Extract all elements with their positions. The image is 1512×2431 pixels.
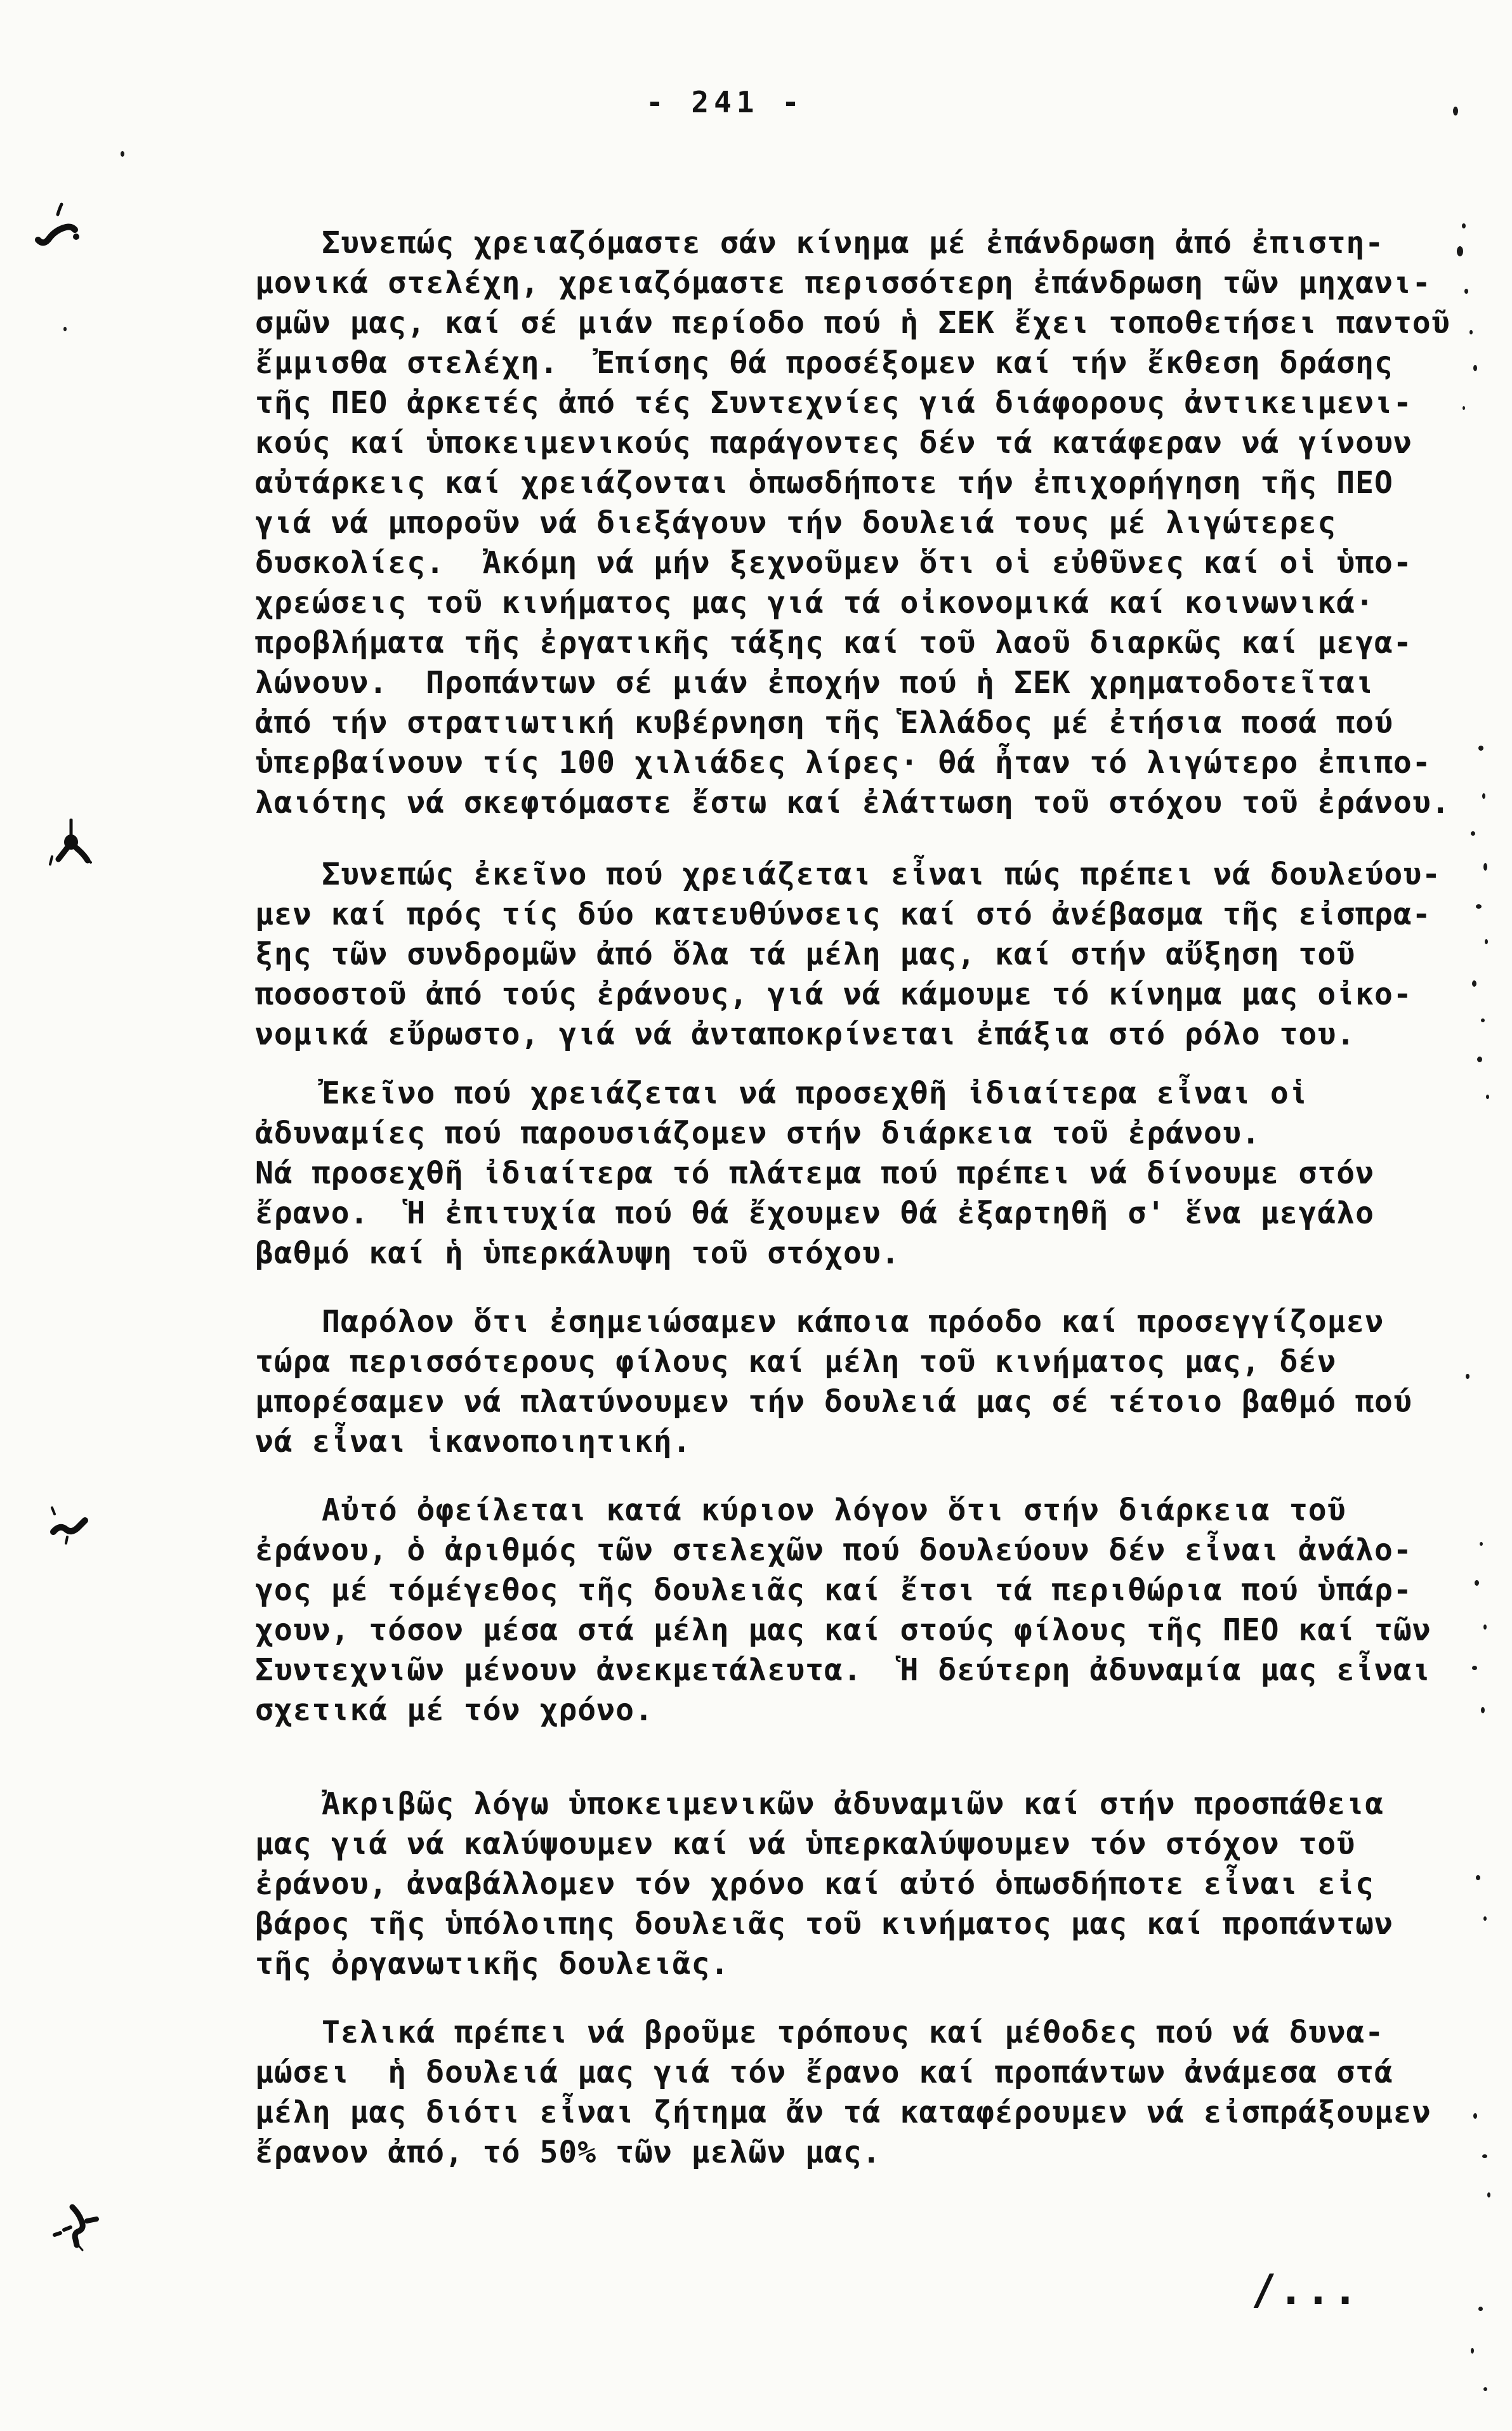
ink-scribble-icon [48,819,96,869]
scan-speck [1471,2348,1474,2354]
scan-speck [1481,1707,1485,1713]
text-line: Αὐτό ὀφείλεται κατά κύριον λόγον ὅτι στήν διάρκεια τοῦ [322,1492,1346,1528]
scan-speck [1463,406,1465,410]
scan-speck [1473,365,1477,371]
scan-speck [1462,223,1466,228]
text-line: σχετικά μέ τόν χρόνο. [255,1692,654,1728]
scan-speck [1473,2113,1477,2119]
text-line: Συντεχνιῶν μένουν ἀνεκμετάλευτα. Ἡ δεύτερη ἀδυναμία μας εἶναι [255,1652,1431,1688]
text-line: ἀπό τήν στρατιωτική κυβέρνηση τῆς Ἑλλάδος μέ ἐτήσια ποσά πού [255,705,1393,741]
text-line: μεν καί πρός τίς δύο κατευθύνσεις καί στό ἀνέβασμα τῆς εἰσπρα- [255,897,1431,932]
text-line: ποσοστοῦ ἀπό τούς ἐράνους, γιά νά κάμουμε τό κίνημα μας οἰκο- [255,977,1412,1012]
text-line: τῆς ὀργανωτικῆς δουλειᾶς. [255,1946,730,1982]
text-line: νομικά εὔρωστο, γιά νά ἀνταποκρίνεται ἐπάξια στό ρόλο του. [255,1017,1356,1052]
text-line: προβλήματα τῆς ἐργατικῆς τάξης καί τοῦ λαοῦ διαρκῶς καί μεγα- [255,625,1412,661]
paragraph [255,2013,1487,2173]
scan-speck [1453,107,1458,115]
scan-speck [1457,246,1463,256]
text-line: μας γιά νά καλύψουμεν καί νά ὑπερκαλύψουμεν τόν στόχον τοῦ [255,1826,1356,1862]
scan-speck [1486,1095,1489,1099]
text-line: Ἀκριβῶς λόγω ὑποκειμενικῶν ἀδυναμιῶν καί στήν προσπάθεια [322,1786,1384,1822]
scan-speck [1478,746,1483,751]
paragraph [255,1491,1487,1730]
text-line: ἀδυναμίες πού παρουσιάζομεν στήν διάρκεια τοῦ ἐράνου. [255,1116,1261,1151]
paragraph [255,1784,1487,1984]
scan-speck [1482,793,1485,799]
text-line: μπορέσαμεν νά πλατύνουμεν τήν δουλειά μας σέ τέτοιο βαθμό πού [255,1384,1412,1420]
scan-speck [1480,1542,1483,1546]
text-line: σμῶν μας, καί σέ μιάν περίοδο πού ἡ ΣΕΚ ἔχει τοποθετήσει παντοῦ [255,305,1450,341]
scan-speck [1483,1916,1487,1921]
document-body [255,223,1487,2173]
scan-speck [1477,1057,1482,1062]
ink-scribble-icon [52,2203,103,2253]
paragraph [255,855,1487,1055]
paragraph [255,1302,1487,1462]
scan-speck [121,151,124,157]
scan-speck [1469,330,1473,334]
text-line: Ἐκεῖνο πού χρειάζεται νά προσεχθῆ ἰδιαίτερα εἶναι οἱ [322,1076,1308,1111]
text-line: τῆς ΠΕΟ ἀρκετές ἀπό τές Συντεχνίες γιά διάφορους ἀντικειμενι- [255,385,1412,421]
text-line: γιά νά μποροῦν νά διεξάγουν τήν δουλειά τους μέ λιγώτερες [255,505,1337,541]
scan-speck [1472,980,1476,987]
text-line: γος μέ τόμέγεθος τῆς δουλειᾶς καί ἔτσι τά περιθώρια πού ὑπάρ- [255,1572,1412,1608]
text-line: βάρος τῆς ὑπόλοιπης δουλειᾶς τοῦ κινήματος μας καί προπάντων [255,1906,1393,1942]
text-line: αὐτάρκεις καί χρειάζονται ὁπωσδήποτε τήν ἐπιχορήγηση τῆς ΠΕΟ [255,465,1393,501]
text-line: μέλη μας διότι εἶναι ζήτημα ἄν τά καταφέρουμεν νά εἰσπράξουμεν [255,2095,1431,2130]
scan-speck [1485,939,1488,944]
text-line: Παρόλον ὅτι ἐσημειώσαμεν κάποια πρόοδο καί προσεγγίζομεν [322,1304,1384,1340]
text-line: Συνεπώς ἐκεῖνο πού χρειάζεται εἶναι πώς πρέπει νά δουλεύου- [322,857,1442,892]
text-line: χρεώσεις τοῦ κινήματος μας γιά τά οἰκονομικά καί κοινωνικά· [255,585,1375,621]
scan-speck [1478,2307,1483,2311]
scan-speck [1482,2154,1487,2158]
text-line: μώσει ἡ δουλειά μας γιά τόν ἔρανο καί προπάντων ἀνάμεσα στά [255,2055,1393,2090]
scan-speck [1483,863,1487,871]
text-line: κούς καί ὑποκειμενικούς παράγοντες δέν τά κατάφεραν νά γίνουν [255,425,1412,461]
paragraph [255,223,1487,823]
text-line: λαιότης νά σκεφτόμαστε ἔστω καί ἐλάττωση τοῦ στόχου τοῦ ἐράνου. [255,785,1450,820]
text-line: χουν, τόσον μέσα στά μέλη μας καί στούς φίλους τῆς ΠΕΟ καί τῶν [255,1612,1431,1648]
scan-speck [1483,1624,1487,1630]
text-line: ἐράνου, ἀναβάλλομεν τόν χρόνο καί αὐτό ὁπωσδήποτε εἶναι εἰς [255,1866,1375,1902]
text-line: ξης τῶν συνδρομῶν ἀπό ὅλα τά μέλη μας, καί στήν αὔξηση τοῦ [255,937,1356,972]
text-line: ἔρανο. Ἡ ἐπιτυχία πού θά ἔχουμεν θά ἐξαρτηθῆ σ' ἕνα μεγάλο [255,1196,1375,1231]
scan-speck [63,327,67,331]
scan-speck [1466,1374,1469,1379]
text-line: νά εἶναι ἱκανοποιητική. [255,1424,692,1459]
text-line: Συνεπώς χρειαζόμαστε σάν κίνημα μέ ἐπάνδρωση ἀπό ἐπιστη- [322,225,1384,261]
text-line: λώνουν. Προπάντων σέ μιάν ἐποχήν πού ἡ ΣΕΚ χρηματοδοτεῖται [255,665,1375,701]
text-line: Νά προσεχθῆ ἰδιαίτερα τό πλάτεμα πού πρέπει νά δίνουμε στόν [255,1156,1375,1191]
text-line: βαθμό καί ἡ ὑπερκάλυψη τοῦ στόχου. [255,1235,900,1271]
ink-scribble-icon [48,1503,89,1548]
text-line: δυσκολίες. Ἀκόμη νά μήν ξεχνοῦμεν ὅτι οἱ εὐθῦνες καί οἱ ὑπο- [255,545,1412,581]
text-line: Τελικά πρέπει νά βροῦμε τρόπους καί μέθοδες πού νά δυνα- [322,2015,1384,2050]
paragraph [255,1074,1487,1274]
text-line: μονικά στελέχη, χρειαζόμαστε περισσότερη ἐπάνδρωση τῶν μηχανι- [255,265,1431,301]
scan-speck [1475,1580,1479,1586]
text-line: ἔμμισθα στελέχη. Ἐπίσης θά προσέξομεν καί τήν ἔκθεση δράσης [255,345,1393,381]
scan-speck [1476,1875,1480,1880]
scan-speck [1476,904,1482,909]
scan-speck [1487,2192,1490,2197]
page-number: - 241 - [646,85,805,119]
text-line: ἔρανον ἀπό, τό 50% τῶν μελῶν μας. [255,2135,881,2170]
scan-speck [1472,1666,1477,1670]
scan-speck [1464,289,1468,294]
scan-speck [1471,831,1475,836]
text-line: ὑπερβαίνουν τίς 100 χιλιάδες λίρες· θά ἦταν τό λιγώτερο ἐπιπο- [255,745,1431,781]
text-line: τώρα περισσότερους φίλους καί μέλη τοῦ κινήματος μας, δέν [255,1344,1337,1380]
ink-scribble-icon [35,202,81,251]
text-line: ἐράνου, ὁ ἀριθμός τῶν στελεχῶν πού δουλεύουν δέν εἶναι ἀνάλο- [255,1532,1412,1568]
scan-speck [1481,1018,1485,1022]
continuation-mark: /... [1251,2265,1360,2314]
scan-speck [1483,2387,1487,2391]
